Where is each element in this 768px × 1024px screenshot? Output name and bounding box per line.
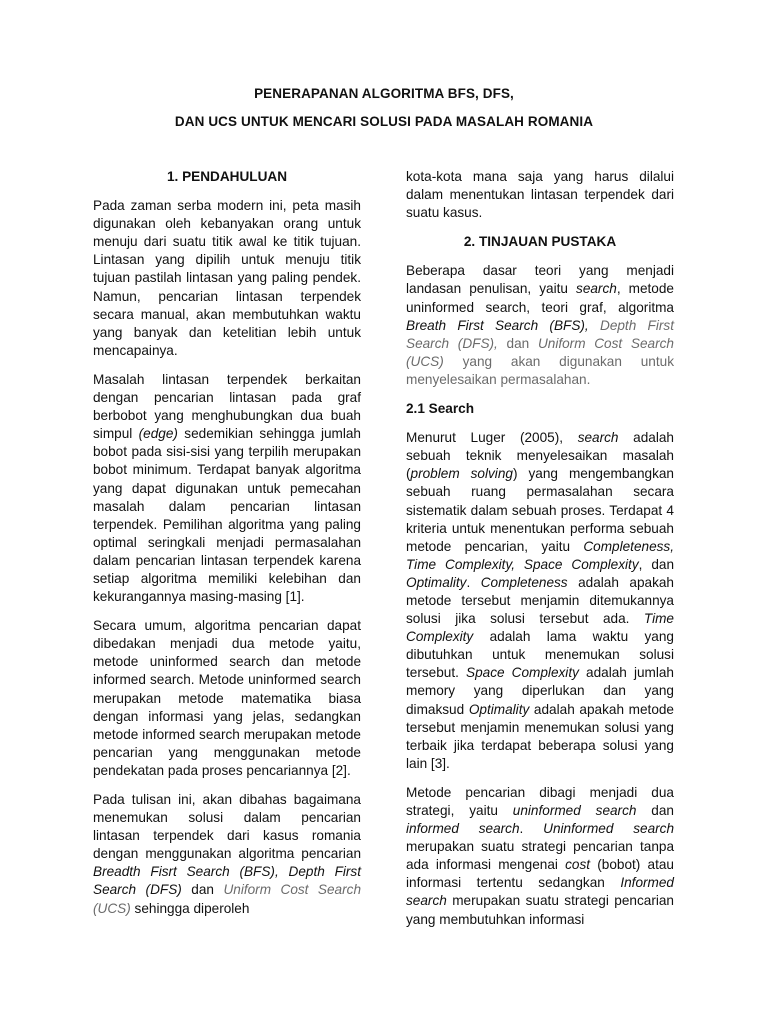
section-heading-pendahuluan: 1. PENDAHULUAN [166,169,288,184]
text: adalah apakah metode tersebut menjamin ditemukannya solusi jika solusi tersebut ada. [406,574,674,627]
emphasis: Optimality [406,574,467,590]
emphasis: Optimality [468,701,530,717]
emphasis: Informed search [406,875,674,909]
emphasis: search [577,430,619,446]
text: , dan [638,556,674,572]
text: dan [636,803,674,818]
paper-title-line-1: PENERAPANAN ALGORITMA BFS, DFS, [254,86,514,101]
paragraph-continuation: kota-kota mana saja yang harus dilalui dalam menentukan lintasan terpendek dari suatu kasus. [406,169,674,221]
text: ) yang mengembangkan sebuah ruang permasalahan secara sistematik dalam sebuah proses. Terdapat 4 kriteria untuk menentukan performa sebuah metode pencarian, yaitu [406,466,674,554]
text: adalah sebuah teknik menyelesaikan masalah ( [406,430,674,482]
text: dan [181,882,224,898]
text: merupakan suatu strategi pencarian yang membutuhkan informasi [406,893,674,927]
emphasis: (edge) [138,426,178,442]
text: sedemikian sehingga jumlah bobot pada sisi-sisi yang terpilih merupakan bobot minimum. Terdapat banyak algoritma yang dapat digunakan untuk pemecahan masalah dalam pencarian lintasan terpendek. Pemilihan algoritma yang paling optimal seringkali menjadi permasalahan dalam pencarian lintasan terpendek karena setiap algoritma memiliki kelebihan dan kekurangannya masing-masing [1]. [93,426,361,605]
emphasis: Time Complexity [406,611,674,645]
emphasis: search [576,281,617,297]
text: sehingga diperoleh [130,900,250,916]
left-column [93,168,361,929]
text: (bobot) atau informasi tertentu sedangkan [406,857,674,891]
emphasis: problem solving [410,466,513,482]
paragraph-strategi [406,784,674,929]
text: Beberapa dasar teori yang menjadi landasan penulisan, yaitu [406,263,674,297]
paragraph-search [406,429,674,773]
text: Menurut Luger (2005), [406,430,578,446]
emphasis: Breath First Search (BFS), [406,317,589,333]
emphasis: Uninformed search [543,821,675,837]
paragraph-intro-1: Pada zaman serba modern ini, peta masih digunakan oleh kebanyakan orang untuk menuju dari suatu titik awal ke titik tujuan. Lintasan yang dipilih untuk menuju titik tujuan pastilah lintasan yang paling pendek. Namun, pencarian lintasan terpendek secara manual, akan membutuhkan waktu yang banyak dan ketelitian lebih untuk mencapainya. [93,198,361,358]
emphasis: Depth First Search (DFS), [406,317,674,351]
emphasis: Space Complexity [466,665,579,681]
text: Masalah lintasan terpendek berkaitan dengan pencarian lintasan pada graf berbobot yang menghubungkan dua buah simpul [93,371,361,442]
emphasis: Uniform Cost Search (UCS) [93,882,361,916]
text: , metode uninformed search, teori graf, algoritma [406,281,674,315]
paragraph-intro-3: Secara umum, algoritma pencarian dapat dibedakan menjadi dua metode yaitu, metode uninformed search dan metode informed search. Metode uninformed search merupakan metode matematika biasa dengan informasi yang jelas, sedangkan metode informed search merupakan metode pencarian yang menggunakan metode pendekatan pada proses pencariannya [2]. [93,618,361,778]
text: Metode pencarian dibagi menjadi dua strategi, yaitu [406,784,674,818]
emphasis: Completeness, Time Complexity, Space Complexity [406,538,674,572]
text: yang akan digunakan untuk menyelesaikan permasalahan. [406,353,674,387]
text: Pada tulisan ini, akan dibahas bagaimana menemukan solusi dalam pencarian lintasan terpendek dari kasus romania dengan menggunakan algoritma pencarian [93,792,361,862]
right-column [406,168,674,940]
text: merupakan suatu strategi pencarian tanpa ada informasi mengenai [406,839,674,873]
text: adalah jumlah memory yang diperlukan dan yang dimaksud [406,665,674,717]
paragraph-tinjauan [406,262,674,389]
emphasis: informed search [406,821,520,837]
emphasis: uninformed search [512,803,637,818]
text: . [519,821,544,837]
section-heading-tinjauan-pustaka: 2. TINJAUAN PUSTAKA [463,234,617,250]
emphasis: Completeness [480,574,568,590]
emphasis: Breadth Fisrt Search (BFS), Depth First Search (DFS) [93,864,361,898]
text: . [466,574,481,590]
text: adalah lama waktu yang dibutuhkan untuk menemukan solusi tersebut. [406,629,674,681]
text: adalah apakah metode tersebut menjamin menemukan solusi yang terbaik jika terdapat beberapa solusi yang lain [3]. [406,701,674,771]
paper-title-line-2: DAN UCS UNTUK MENCARI SOLUSI PADA MASALAH ROMANIA [174,114,594,129]
paragraph-intro-2 [93,371,361,606]
subsection-heading-search: 2.1 Search [406,401,475,417]
text: dan [497,335,538,351]
emphasis: Uniform Cost Search (UCS) [406,335,674,369]
emphasis: cost [565,857,591,873]
paragraph-intro-4 [93,791,361,918]
